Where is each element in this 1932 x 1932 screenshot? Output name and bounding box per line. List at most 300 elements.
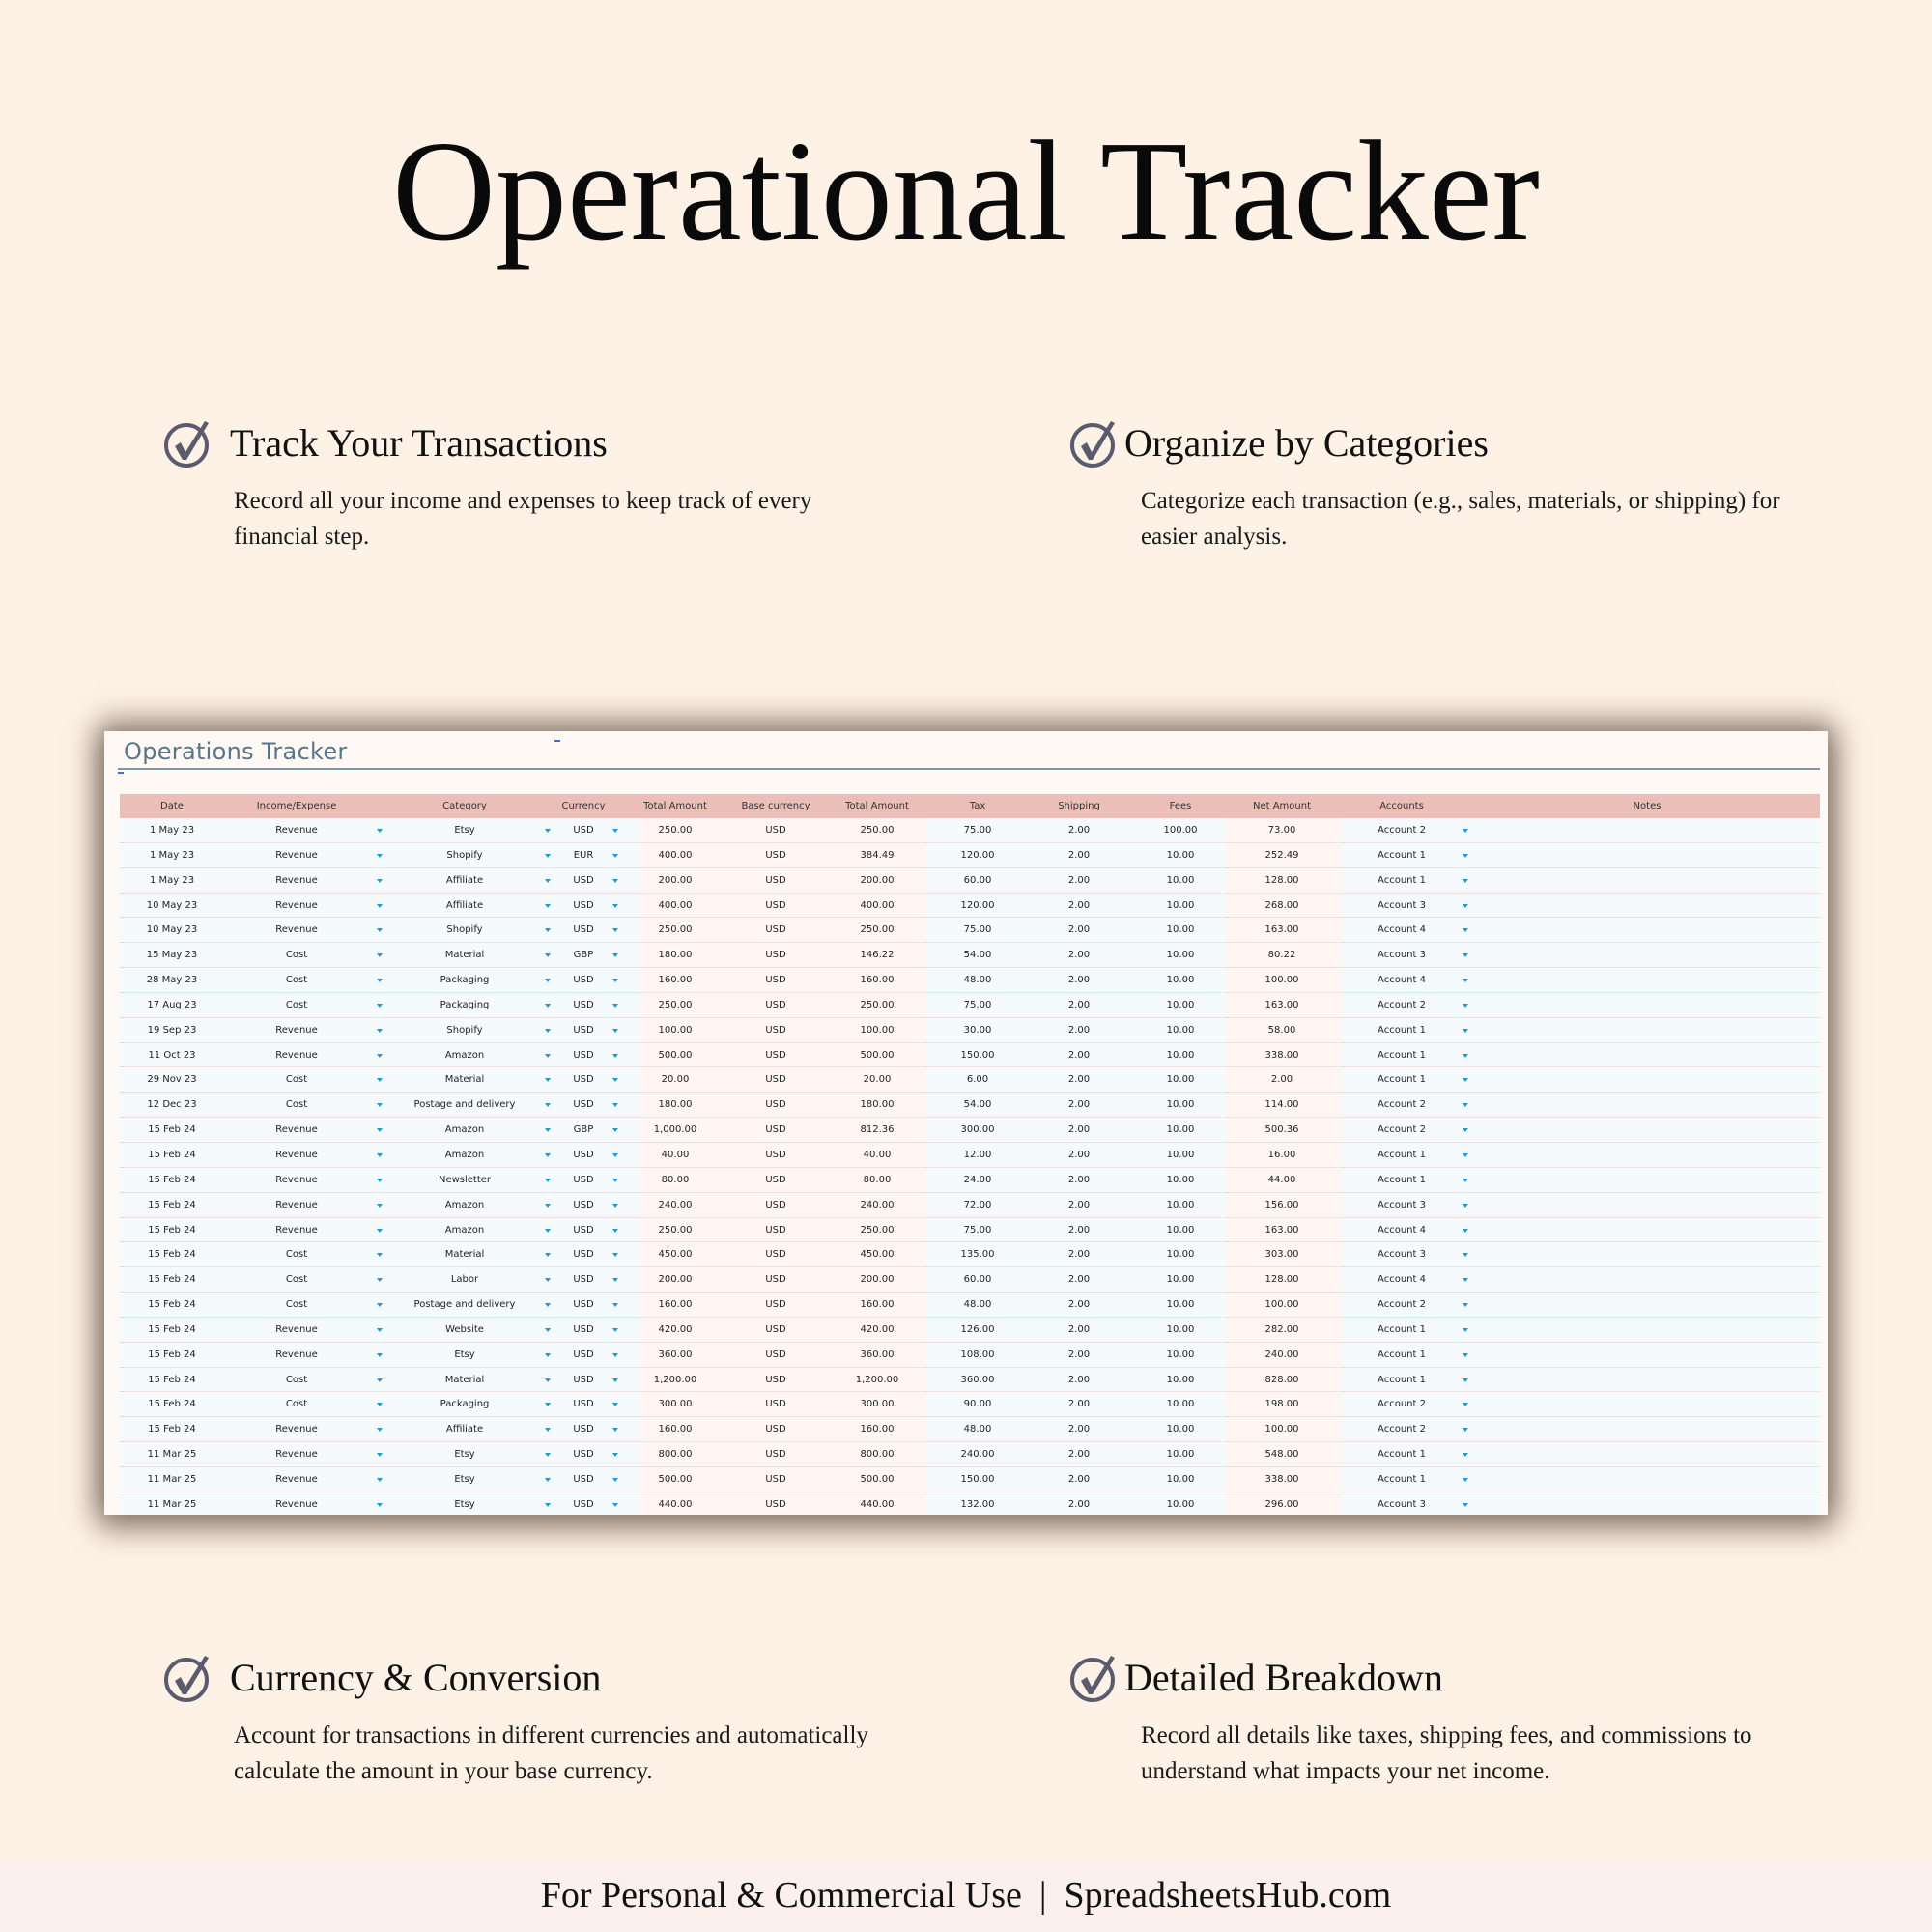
- dropdown-arrow-icon[interactable]: [1463, 1204, 1468, 1208]
- cell-fees[interactable]: 10.00: [1166, 924, 1195, 936]
- cell-income-expense[interactable]: Revenue: [275, 1498, 318, 1510]
- cell-income-expense[interactable]: Cost: [285, 1249, 308, 1261]
- cell-total-amount[interactable]: 300.00: [658, 1399, 693, 1410]
- cell-currency[interactable]: EUR: [573, 849, 594, 861]
- cell-net-amount[interactable]: 100.00: [1264, 975, 1299, 986]
- cell-shipping[interactable]: 2.00: [1067, 924, 1091, 936]
- cell-total-amount[interactable]: 440.00: [658, 1498, 693, 1510]
- cell-tax[interactable]: 60.00: [963, 1274, 992, 1286]
- cell-total-amount-base[interactable]: 500.00: [860, 1473, 895, 1485]
- cell-account[interactable]: Account 1: [1378, 1174, 1426, 1185]
- cell-fees[interactable]: 10.00: [1166, 1049, 1195, 1061]
- cell-date[interactable]: 15 Feb 24: [148, 1399, 196, 1410]
- dropdown-arrow-icon[interactable]: [545, 1103, 551, 1107]
- cell-net-amount[interactable]: 128.00: [1264, 1274, 1299, 1286]
- cell-tax[interactable]: 75.00: [963, 825, 992, 836]
- cell-category[interactable]: Material: [444, 950, 485, 961]
- cell-total-amount[interactable]: 250.00: [658, 1224, 693, 1236]
- cell-category[interactable]: Etsy: [454, 1449, 475, 1461]
- cell-date[interactable]: 29 Nov 23: [147, 1074, 197, 1086]
- dropdown-arrow-icon[interactable]: [545, 1378, 551, 1382]
- cell-category[interactable]: Packaging: [440, 999, 490, 1010]
- cell-shipping[interactable]: 2.00: [1067, 1498, 1091, 1510]
- cell-date[interactable]: 12 Dec 23: [147, 1099, 197, 1111]
- cell-income-expense[interactable]: Cost: [285, 975, 308, 986]
- cell-total-amount[interactable]: 450.00: [658, 1249, 693, 1261]
- cell-total-amount-base[interactable]: 250.00: [860, 1224, 895, 1236]
- column-header-fees[interactable]: Fees: [1169, 801, 1192, 811]
- dropdown-arrow-icon[interactable]: [377, 829, 383, 833]
- dropdown-arrow-icon[interactable]: [545, 1453, 551, 1457]
- cell-account[interactable]: Account 4: [1378, 1274, 1426, 1286]
- cell-tax[interactable]: 48.00: [963, 1299, 992, 1311]
- cell-income-expense[interactable]: Revenue: [275, 1224, 318, 1236]
- table-row[interactable]: [120, 993, 1820, 1018]
- column-header-total-amount[interactable]: Total Amount: [643, 801, 707, 811]
- table-row[interactable]: [120, 1467, 1820, 1492]
- column-header-tax[interactable]: Tax: [969, 801, 986, 811]
- dropdown-arrow-icon[interactable]: [377, 1353, 383, 1357]
- table-row[interactable]: [120, 894, 1820, 919]
- dropdown-arrow-icon[interactable]: [545, 1403, 551, 1406]
- cell-tax[interactable]: 24.00: [963, 1174, 992, 1185]
- cell-income-expense[interactable]: Revenue: [275, 849, 318, 861]
- cell-category[interactable]: Affiliate: [445, 899, 484, 911]
- cell-income-expense[interactable]: Revenue: [275, 1349, 318, 1360]
- cell-date[interactable]: 10 May 23: [146, 924, 198, 936]
- cell-currency[interactable]: USD: [573, 975, 594, 986]
- cell-shipping[interactable]: 2.00: [1067, 874, 1091, 886]
- cell-total-amount-base[interactable]: 400.00: [860, 899, 895, 911]
- dropdown-arrow-icon[interactable]: [377, 953, 383, 957]
- cell-total-amount-base[interactable]: 160.00: [860, 1424, 895, 1435]
- dropdown-arrow-icon[interactable]: [612, 1353, 618, 1357]
- cell-category[interactable]: Affiliate: [445, 1424, 484, 1435]
- dropdown-arrow-icon[interactable]: [545, 1428, 551, 1432]
- column-header-currency[interactable]: Currency: [561, 801, 606, 811]
- cell-date[interactable]: 15 Feb 24: [148, 1149, 196, 1160]
- cell-currency[interactable]: GBP: [573, 950, 594, 961]
- cell-base-currency[interactable]: USD: [765, 1024, 786, 1036]
- cell-total-amount[interactable]: 200.00: [658, 1274, 693, 1286]
- table-row[interactable]: [120, 1442, 1820, 1467]
- cell-fees[interactable]: 10.00: [1166, 1374, 1195, 1385]
- table-row[interactable]: [120, 918, 1820, 943]
- cell-currency[interactable]: USD: [573, 1074, 594, 1086]
- cell-account[interactable]: Account 3: [1378, 899, 1426, 911]
- cell-shipping[interactable]: 2.00: [1067, 1449, 1091, 1461]
- table-row[interactable]: [120, 1318, 1820, 1343]
- dropdown-arrow-icon[interactable]: [612, 1453, 618, 1457]
- cell-fees[interactable]: 100.00: [1163, 825, 1198, 836]
- dropdown-arrow-icon[interactable]: [377, 1128, 383, 1132]
- cell-fees[interactable]: 10.00: [1166, 1323, 1195, 1335]
- cell-net-amount[interactable]: 58.00: [1267, 1024, 1296, 1036]
- cell-tax[interactable]: 54.00: [963, 1099, 992, 1111]
- dropdown-arrow-icon[interactable]: [1463, 1029, 1468, 1033]
- dropdown-arrow-icon[interactable]: [1463, 1453, 1468, 1457]
- dropdown-arrow-icon[interactable]: [545, 1328, 551, 1332]
- cell-date[interactable]: 15 Feb 24: [148, 1124, 196, 1136]
- cell-category[interactable]: Material: [444, 1249, 485, 1261]
- cell-total-amount-base[interactable]: 450.00: [860, 1249, 895, 1261]
- column-header-notes[interactable]: Notes: [1633, 801, 1662, 811]
- cell-total-amount[interactable]: 160.00: [658, 975, 693, 986]
- dropdown-arrow-icon[interactable]: [377, 1229, 383, 1233]
- cell-currency[interactable]: USD: [573, 1399, 594, 1410]
- dropdown-arrow-icon[interactable]: [1463, 1179, 1468, 1182]
- cell-currency[interactable]: USD: [573, 1274, 594, 1286]
- cell-category[interactable]: Amazon: [444, 1199, 485, 1210]
- cell-account[interactable]: Account 1: [1378, 1049, 1426, 1061]
- cell-category[interactable]: Etsy: [454, 1498, 475, 1510]
- cell-base-currency[interactable]: USD: [765, 1299, 786, 1311]
- cell-fees[interactable]: 10.00: [1166, 1424, 1195, 1435]
- cell-base-currency[interactable]: USD: [765, 1399, 786, 1410]
- cell-base-currency[interactable]: USD: [765, 1449, 786, 1461]
- dropdown-arrow-icon[interactable]: [377, 1428, 383, 1432]
- table-row[interactable]: [120, 1368, 1820, 1393]
- column-header-shipping[interactable]: Shipping: [1058, 801, 1100, 811]
- dropdown-arrow-icon[interactable]: [545, 979, 551, 982]
- cell-category[interactable]: Postage and delivery: [413, 1299, 516, 1311]
- dropdown-arrow-icon[interactable]: [1463, 854, 1468, 858]
- table-row[interactable]: [120, 1193, 1820, 1218]
- cell-account[interactable]: Account 4: [1378, 975, 1426, 986]
- cell-tax[interactable]: 6.00: [966, 1074, 989, 1086]
- cell-total-amount[interactable]: 160.00: [658, 1424, 693, 1435]
- cell-net-amount[interactable]: 303.00: [1264, 1249, 1299, 1261]
- cell-currency[interactable]: USD: [573, 899, 594, 911]
- dropdown-arrow-icon[interactable]: [545, 1303, 551, 1307]
- cell-currency[interactable]: USD: [573, 1224, 594, 1236]
- cell-total-amount-base[interactable]: 250.00: [860, 999, 895, 1010]
- dropdown-arrow-icon[interactable]: [1463, 1229, 1468, 1233]
- dropdown-arrow-icon[interactable]: [1463, 1004, 1468, 1008]
- dropdown-arrow-icon[interactable]: [612, 928, 618, 932]
- cell-date[interactable]: 15 Feb 24: [148, 1374, 196, 1385]
- cell-total-amount-base[interactable]: 250.00: [860, 825, 895, 836]
- cell-net-amount[interactable]: 128.00: [1264, 874, 1299, 886]
- cell-shipping[interactable]: 2.00: [1067, 1399, 1091, 1410]
- cell-tax[interactable]: 300.00: [960, 1124, 995, 1136]
- dropdown-arrow-icon[interactable]: [377, 1253, 383, 1257]
- dropdown-arrow-icon[interactable]: [377, 1004, 383, 1008]
- table-row[interactable]: [120, 1093, 1820, 1118]
- cell-account[interactable]: Account 1: [1378, 1149, 1426, 1160]
- cell-currency[interactable]: USD: [573, 1099, 594, 1111]
- dropdown-arrow-icon[interactable]: [377, 854, 383, 858]
- cell-account[interactable]: Account 1: [1378, 849, 1426, 861]
- cell-shipping[interactable]: 2.00: [1067, 1174, 1091, 1185]
- cell-fees[interactable]: 10.00: [1166, 950, 1195, 961]
- cell-currency[interactable]: USD: [573, 1049, 594, 1061]
- cell-total-amount-base[interactable]: 384.49: [860, 849, 895, 861]
- cell-category[interactable]: Amazon: [444, 1149, 485, 1160]
- cell-category[interactable]: Packaging: [440, 1399, 490, 1410]
- cell-net-amount[interactable]: 100.00: [1264, 1299, 1299, 1311]
- dropdown-arrow-icon[interactable]: [612, 829, 618, 833]
- cell-tax[interactable]: 75.00: [963, 1224, 992, 1236]
- cell-net-amount[interactable]: 16.00: [1267, 1149, 1296, 1160]
- cell-shipping[interactable]: 2.00: [1067, 1249, 1091, 1261]
- table-row[interactable]: [120, 1242, 1820, 1267]
- cell-fees[interactable]: 10.00: [1166, 1449, 1195, 1461]
- dropdown-arrow-icon[interactable]: [377, 1103, 383, 1107]
- cell-base-currency[interactable]: USD: [765, 924, 786, 936]
- cell-shipping[interactable]: 2.00: [1067, 1124, 1091, 1136]
- cell-shipping[interactable]: 2.00: [1067, 1473, 1091, 1485]
- cell-account[interactable]: Account 2: [1378, 1399, 1426, 1410]
- cell-total-amount[interactable]: 420.00: [658, 1323, 693, 1335]
- cell-base-currency[interactable]: USD: [765, 1349, 786, 1360]
- dropdown-arrow-icon[interactable]: [612, 1153, 618, 1157]
- dropdown-arrow-icon[interactable]: [545, 1004, 551, 1008]
- dropdown-arrow-icon[interactable]: [1463, 1103, 1468, 1107]
- cell-total-amount-base[interactable]: 360.00: [860, 1349, 895, 1360]
- cell-tax[interactable]: 30.00: [963, 1024, 992, 1036]
- column-header-date[interactable]: Date: [160, 801, 184, 811]
- cell-shipping[interactable]: 2.00: [1067, 1199, 1091, 1210]
- cell-base-currency[interactable]: USD: [765, 1374, 786, 1385]
- column-header-account[interactable]: Accounts: [1379, 801, 1424, 811]
- cell-income-expense[interactable]: Cost: [285, 1274, 308, 1286]
- cell-total-amount[interactable]: 40.00: [661, 1149, 690, 1160]
- cell-base-currency[interactable]: USD: [765, 899, 786, 911]
- cell-fees[interactable]: 10.00: [1166, 1349, 1195, 1360]
- table-row[interactable]: [120, 1043, 1820, 1068]
- cell-shipping[interactable]: 2.00: [1067, 825, 1091, 836]
- cell-income-expense[interactable]: Revenue: [275, 1174, 318, 1185]
- dropdown-arrow-icon[interactable]: [612, 1029, 618, 1033]
- cell-total-amount[interactable]: 1,000.00: [653, 1124, 697, 1136]
- dropdown-arrow-icon[interactable]: [612, 879, 618, 883]
- cell-base-currency[interactable]: USD: [765, 1149, 786, 1160]
- cell-fees[interactable]: 10.00: [1166, 1399, 1195, 1410]
- cell-base-currency[interactable]: USD: [765, 874, 786, 886]
- dropdown-arrow-icon[interactable]: [545, 1478, 551, 1482]
- cell-shipping[interactable]: 2.00: [1067, 1149, 1091, 1160]
- cell-date[interactable]: 28 May 23: [146, 975, 198, 986]
- cell-income-expense[interactable]: Revenue: [275, 874, 318, 886]
- dropdown-arrow-icon[interactable]: [545, 1204, 551, 1208]
- cell-account[interactable]: Account 1: [1378, 1074, 1426, 1086]
- dropdown-arrow-icon[interactable]: [612, 1054, 618, 1058]
- dropdown-arrow-icon[interactable]: [1463, 1378, 1468, 1382]
- dropdown-arrow-icon[interactable]: [377, 1054, 383, 1058]
- cell-base-currency[interactable]: USD: [765, 1199, 786, 1210]
- cell-total-amount-base[interactable]: 250.00: [860, 924, 895, 936]
- cell-account[interactable]: Account 2: [1378, 825, 1426, 836]
- dropdown-arrow-icon[interactable]: [612, 953, 618, 957]
- cell-fees[interactable]: 10.00: [1166, 1249, 1195, 1261]
- cell-total-amount-base[interactable]: 440.00: [860, 1498, 895, 1510]
- cell-currency[interactable]: USD: [573, 999, 594, 1010]
- cell-account[interactable]: Account 2: [1378, 1099, 1426, 1111]
- dropdown-arrow-icon[interactable]: [545, 854, 551, 858]
- cell-shipping[interactable]: 2.00: [1067, 975, 1091, 986]
- dropdown-arrow-icon[interactable]: [1463, 1054, 1468, 1058]
- cell-base-currency[interactable]: USD: [765, 1498, 786, 1510]
- cell-date[interactable]: 11 Oct 23: [148, 1049, 196, 1061]
- cell-net-amount[interactable]: 282.00: [1264, 1323, 1299, 1335]
- dropdown-arrow-icon[interactable]: [612, 1204, 618, 1208]
- cell-fees[interactable]: 10.00: [1166, 999, 1195, 1010]
- cell-category[interactable]: Affiliate: [445, 874, 484, 886]
- dropdown-arrow-icon[interactable]: [1463, 1403, 1468, 1406]
- cell-account[interactable]: Account 1: [1378, 874, 1426, 886]
- dropdown-arrow-icon[interactable]: [612, 904, 618, 908]
- dropdown-arrow-icon[interactable]: [612, 1229, 618, 1233]
- cell-currency[interactable]: USD: [573, 1323, 594, 1335]
- cell-net-amount[interactable]: 338.00: [1264, 1049, 1299, 1061]
- cell-category[interactable]: Newsletter: [438, 1174, 492, 1185]
- cell-currency[interactable]: USD: [573, 1024, 594, 1036]
- cell-tax[interactable]: 150.00: [960, 1473, 995, 1485]
- cell-fees[interactable]: 10.00: [1166, 1473, 1195, 1485]
- cell-total-amount[interactable]: 500.00: [658, 1473, 693, 1485]
- cell-total-amount-base[interactable]: 160.00: [860, 1299, 895, 1311]
- dropdown-arrow-icon[interactable]: [1463, 953, 1468, 957]
- cell-account[interactable]: Account 1: [1378, 1349, 1426, 1360]
- cell-shipping[interactable]: 2.00: [1067, 1374, 1091, 1385]
- table-row[interactable]: [120, 1143, 1820, 1168]
- cell-net-amount[interactable]: 828.00: [1264, 1374, 1299, 1385]
- cell-income-expense[interactable]: Revenue: [275, 924, 318, 936]
- dropdown-arrow-icon[interactable]: [1463, 1353, 1468, 1357]
- cell-base-currency[interactable]: USD: [765, 1473, 786, 1485]
- cell-currency[interactable]: USD: [573, 1149, 594, 1160]
- cell-total-amount-base[interactable]: 20.00: [863, 1074, 892, 1086]
- dropdown-arrow-icon[interactable]: [612, 1103, 618, 1107]
- dropdown-arrow-icon[interactable]: [545, 904, 551, 908]
- cell-base-currency[interactable]: USD: [765, 975, 786, 986]
- dropdown-arrow-icon[interactable]: [377, 1478, 383, 1482]
- cell-category[interactable]: Etsy: [454, 1473, 475, 1485]
- cell-base-currency[interactable]: USD: [765, 1124, 786, 1136]
- dropdown-arrow-icon[interactable]: [377, 879, 383, 883]
- cell-net-amount[interactable]: 163.00: [1264, 999, 1299, 1010]
- cell-net-amount[interactable]: 2.00: [1270, 1074, 1293, 1086]
- cell-fees[interactable]: 10.00: [1166, 1299, 1195, 1311]
- cell-fees[interactable]: 10.00: [1166, 899, 1195, 911]
- cell-total-amount[interactable]: 250.00: [658, 825, 693, 836]
- cell-income-expense[interactable]: Revenue: [275, 1049, 318, 1061]
- dropdown-arrow-icon[interactable]: [1463, 1078, 1468, 1082]
- cell-total-amount[interactable]: 180.00: [658, 950, 693, 961]
- dropdown-arrow-icon[interactable]: [377, 1078, 383, 1082]
- dropdown-arrow-icon[interactable]: [612, 1478, 618, 1482]
- cell-category[interactable]: Shopify: [446, 924, 483, 936]
- cell-income-expense[interactable]: Revenue: [275, 1323, 318, 1335]
- cell-net-amount[interactable]: 252.49: [1264, 849, 1299, 861]
- cell-base-currency[interactable]: USD: [765, 1424, 786, 1435]
- cell-tax[interactable]: 132.00: [960, 1498, 995, 1510]
- cell-category[interactable]: Postage and delivery: [413, 1099, 516, 1111]
- cell-net-amount[interactable]: 338.00: [1264, 1473, 1299, 1485]
- column-header-category[interactable]: Category: [442, 801, 487, 811]
- dropdown-arrow-icon[interactable]: [1463, 1303, 1468, 1307]
- dropdown-arrow-icon[interactable]: [612, 1128, 618, 1132]
- cell-category[interactable]: Etsy: [454, 825, 475, 836]
- dropdown-arrow-icon[interactable]: [545, 1054, 551, 1058]
- cell-fees[interactable]: 10.00: [1166, 1199, 1195, 1210]
- cell-date[interactable]: 17 Aug 23: [147, 999, 197, 1010]
- cell-total-amount[interactable]: 100.00: [658, 1024, 693, 1036]
- dropdown-arrow-icon[interactable]: [545, 1029, 551, 1033]
- cell-fees[interactable]: 10.00: [1166, 1174, 1195, 1185]
- dropdown-arrow-icon[interactable]: [1463, 1428, 1468, 1432]
- cell-tax[interactable]: 90.00: [963, 1399, 992, 1410]
- dropdown-arrow-icon[interactable]: [377, 904, 383, 908]
- cell-total-amount-base[interactable]: 200.00: [860, 1274, 895, 1286]
- dropdown-arrow-icon[interactable]: [377, 1029, 383, 1033]
- dropdown-arrow-icon[interactable]: [1463, 1253, 1468, 1257]
- cell-total-amount[interactable]: 1,200.00: [653, 1374, 697, 1385]
- cell-total-amount[interactable]: 240.00: [658, 1199, 693, 1210]
- cell-total-amount-base[interactable]: 180.00: [860, 1099, 895, 1111]
- cell-date[interactable]: 11 Mar 25: [147, 1473, 197, 1485]
- cell-total-amount[interactable]: 80.00: [661, 1174, 690, 1185]
- column-header-income-expense[interactable]: Income/Expense: [256, 801, 337, 811]
- cell-date[interactable]: 1 May 23: [149, 874, 195, 886]
- dropdown-arrow-icon[interactable]: [1463, 979, 1468, 982]
- cell-currency[interactable]: USD: [573, 1299, 594, 1311]
- cell-category[interactable]: Etsy: [454, 1349, 475, 1360]
- cell-tax[interactable]: 108.00: [960, 1349, 995, 1360]
- cell-currency[interactable]: USD: [573, 1374, 594, 1385]
- cell-category[interactable]: Shopify: [446, 849, 483, 861]
- table-row[interactable]: [120, 868, 1820, 894]
- cell-total-amount[interactable]: 180.00: [658, 1099, 693, 1111]
- cell-income-expense[interactable]: Revenue: [275, 1424, 318, 1435]
- cell-total-amount[interactable]: 250.00: [658, 924, 693, 936]
- cell-base-currency[interactable]: USD: [765, 1323, 786, 1335]
- dropdown-arrow-icon[interactable]: [545, 1229, 551, 1233]
- cell-income-expense[interactable]: Cost: [285, 1399, 308, 1410]
- cell-base-currency[interactable]: USD: [765, 1074, 786, 1086]
- dropdown-arrow-icon[interactable]: [377, 1179, 383, 1182]
- cell-total-amount[interactable]: 200.00: [658, 874, 693, 886]
- cell-category[interactable]: Amazon: [444, 1224, 485, 1236]
- cell-category[interactable]: Labor: [450, 1274, 479, 1286]
- column-header-net-amount[interactable]: Net Amount: [1252, 801, 1312, 811]
- dropdown-arrow-icon[interactable]: [612, 1378, 618, 1382]
- table-row[interactable]: [120, 1343, 1820, 1368]
- cell-fees[interactable]: 10.00: [1166, 849, 1195, 861]
- cell-date[interactable]: 15 Feb 24: [148, 1349, 196, 1360]
- cell-account[interactable]: Account 3: [1378, 950, 1426, 961]
- cell-fees[interactable]: 10.00: [1166, 1224, 1195, 1236]
- cell-date[interactable]: 11 Mar 25: [147, 1449, 197, 1461]
- dropdown-arrow-icon[interactable]: [377, 1453, 383, 1457]
- cell-tax[interactable]: 75.00: [963, 999, 992, 1010]
- cell-date[interactable]: 10 May 23: [146, 899, 198, 911]
- dropdown-arrow-icon[interactable]: [1463, 1503, 1468, 1507]
- cell-shipping[interactable]: 2.00: [1067, 1099, 1091, 1111]
- cell-category[interactable]: Amazon: [444, 1049, 485, 1061]
- cell-net-amount[interactable]: 44.00: [1267, 1174, 1296, 1185]
- cell-total-amount-base[interactable]: 240.00: [860, 1199, 895, 1210]
- dropdown-arrow-icon[interactable]: [612, 1428, 618, 1432]
- cell-category[interactable]: Material: [444, 1374, 485, 1385]
- cell-total-amount-base[interactable]: 800.00: [860, 1449, 895, 1461]
- dropdown-arrow-icon[interactable]: [1463, 1328, 1468, 1332]
- cell-total-amount-base[interactable]: 500.00: [860, 1049, 895, 1061]
- cell-base-currency[interactable]: USD: [765, 1274, 786, 1286]
- cell-account[interactable]: Account 4: [1378, 1224, 1426, 1236]
- cell-fees[interactable]: 10.00: [1166, 1074, 1195, 1086]
